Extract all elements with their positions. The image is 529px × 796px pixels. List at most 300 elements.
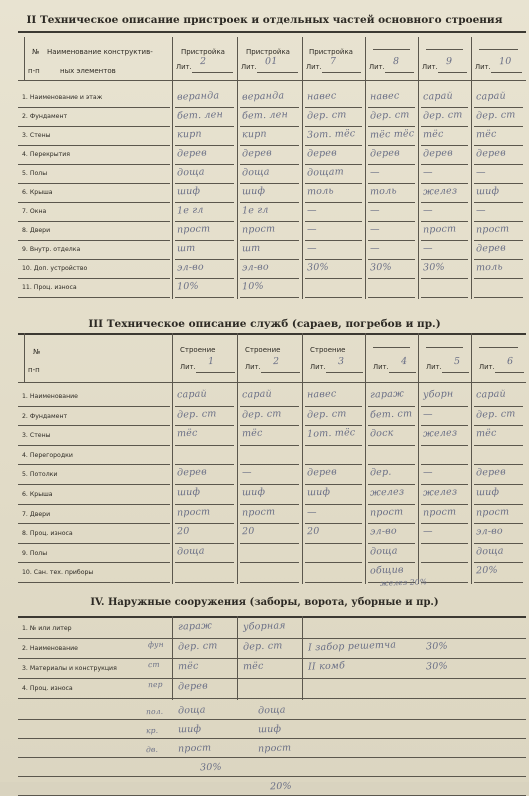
cell-value: дер. ст — [369, 109, 410, 122]
cell-line — [305, 425, 362, 426]
lit-value: 01 — [264, 55, 278, 68]
cell-line — [175, 145, 234, 146]
cell-line — [421, 464, 468, 465]
cell-line — [368, 183, 415, 184]
col-no: № — [32, 48, 40, 56]
cell-line — [175, 445, 234, 446]
lit-value: 6 — [506, 355, 514, 368]
lit-label: Лит. — [426, 363, 442, 371]
cell-value: — — [306, 506, 317, 518]
row-label: 10. Сан. тех. приборы — [22, 569, 94, 577]
cell-line — [305, 259, 362, 260]
row-label: 7. Окна — [22, 208, 47, 215]
cell-value: прост — [241, 506, 276, 519]
cell-value: сарай — [475, 388, 507, 401]
cell-line — [240, 484, 299, 485]
note-line — [18, 738, 526, 739]
cell-value: желез — [422, 185, 458, 198]
cell-value: 10% — [241, 280, 264, 293]
cell-line — [368, 259, 415, 260]
cell-line — [240, 464, 299, 465]
cell-line — [175, 107, 234, 108]
row-line — [18, 145, 170, 146]
cell-line — [175, 183, 234, 184]
cell-value: — — [422, 166, 433, 179]
cell-value: дер. ст — [176, 407, 217, 421]
cell-value: дер. ст — [306, 109, 347, 122]
cell-value: дерев — [475, 466, 507, 479]
divider — [18, 31, 526, 33]
row-line — [18, 259, 170, 260]
cell-value: 30% — [425, 640, 448, 653]
cell-line — [368, 278, 415, 279]
cell-value: навес — [369, 90, 400, 103]
lit-value: 2 — [199, 55, 207, 68]
col-name-1: Наименование конструктив- — [47, 48, 153, 56]
cell-line — [305, 406, 362, 407]
cell-value: бет. лен — [176, 109, 224, 122]
grid-line — [471, 333, 472, 584]
cell-line — [368, 464, 415, 465]
grid-line — [237, 333, 238, 584]
row-label: 2. Фундамент — [22, 113, 68, 120]
row-line — [18, 638, 526, 639]
cell-line — [474, 523, 523, 524]
cell-value: — — [241, 467, 252, 479]
cell-value: гараж — [369, 388, 405, 401]
cell-line — [305, 464, 362, 465]
note-a: прост — [177, 742, 212, 755]
s3-col-head: Строение — [310, 346, 346, 354]
cell-line — [240, 126, 299, 127]
lit-underline — [192, 72, 233, 73]
cell-value: II комб — [307, 660, 346, 673]
cell-line — [368, 126, 415, 127]
divider — [18, 333, 526, 335]
cell-line — [175, 582, 234, 583]
cell-line — [368, 202, 415, 203]
cell-line — [474, 297, 523, 298]
cell-line — [421, 406, 468, 407]
cell-line — [305, 523, 362, 524]
row-line — [18, 504, 170, 505]
cell-line — [474, 164, 523, 165]
cell-line — [421, 259, 468, 260]
note-line — [18, 757, 526, 758]
cell-value: дер. ст — [475, 109, 516, 122]
cell-value: 30% — [369, 261, 392, 274]
cell-value: доща — [176, 166, 205, 179]
cell-value: дощат — [306, 166, 345, 179]
lit-value: 4 — [400, 355, 408, 368]
cell-line — [305, 126, 362, 127]
cell-value: 30% — [422, 261, 445, 274]
cell-value: доща — [176, 545, 205, 558]
section3-title: III Техническое описание служб (сараев, погребов и пр.) — [88, 318, 441, 330]
grid-line — [172, 333, 173, 584]
grid-line — [365, 333, 366, 584]
cell-line — [421, 562, 468, 563]
cell-line — [474, 425, 523, 426]
cell-value: дер. ст — [242, 640, 283, 653]
cell-line — [305, 445, 362, 446]
cell-line — [175, 164, 234, 165]
cell-value: — — [306, 242, 317, 255]
cell-value: доща — [369, 545, 398, 558]
cell-value: дерев — [177, 680, 209, 693]
lit-label: Лит. — [479, 363, 495, 371]
cell-line — [421, 164, 468, 165]
cell-line — [474, 484, 523, 485]
lit-label: Лит. — [180, 363, 196, 371]
cell-value: эл-во — [369, 525, 398, 538]
cell-value: навес — [306, 90, 337, 103]
note-a: шиф — [177, 723, 202, 736]
cell-line — [305, 202, 362, 203]
cell-line — [305, 221, 362, 222]
lit-underline — [196, 372, 235, 373]
section2-title: II Техническое описание пристроек и отдельных частей основного строения — [26, 14, 503, 26]
s3-col-pp: п-п — [28, 366, 40, 374]
cell-value: уборная — [242, 620, 286, 633]
cell-value: тёс — [176, 427, 198, 440]
row-line — [18, 278, 170, 279]
cell-value: прост — [369, 506, 404, 519]
cell-value: сарай — [176, 388, 208, 401]
cell-line — [305, 562, 362, 563]
grid-line — [365, 37, 366, 299]
row-label: 3. Материалы и конструкция — [22, 665, 117, 672]
lit-label: Лит. — [176, 63, 192, 71]
cell-value: 20 — [306, 525, 320, 538]
cell-line — [421, 297, 468, 298]
cell-value: толь — [475, 261, 503, 274]
row-label: 1. Наименование и этаж — [22, 94, 103, 101]
cell-value: шиф — [241, 486, 266, 499]
cell-line — [240, 278, 299, 279]
row-line — [18, 221, 170, 222]
cell-value: веранда — [176, 90, 220, 103]
cell-value: 30% — [425, 660, 448, 673]
cell-line — [421, 145, 468, 146]
cell-value: тёс — [177, 660, 199, 673]
cell-value: — — [369, 204, 380, 217]
cell-line — [421, 523, 468, 524]
row-line — [18, 464, 170, 465]
grid-line — [237, 37, 238, 299]
cell-value: прост — [422, 223, 457, 236]
note-b: шиф — [257, 723, 282, 736]
cell-line — [421, 278, 468, 279]
cell-line — [368, 562, 415, 563]
cell-line — [368, 406, 415, 407]
cell-value: дер. ст — [422, 109, 463, 122]
cell-line — [368, 504, 415, 505]
row-label: 5. Потолки — [22, 471, 58, 479]
cell-line — [240, 425, 299, 426]
cell-value: 20% — [475, 565, 498, 577]
note-b: 20% — [269, 780, 292, 793]
grid-line — [172, 37, 173, 299]
note-b: доща — [257, 704, 286, 717]
lit-label: Лит. — [245, 363, 261, 371]
cell-line — [474, 445, 523, 446]
cell-line — [421, 202, 468, 203]
cell-line — [175, 523, 234, 524]
row-label: 9. Полы — [22, 549, 48, 557]
cell-line — [368, 107, 415, 108]
row-label: 4. Проц. износа — [22, 685, 73, 692]
cell-value: шт — [176, 242, 196, 255]
cell-line — [175, 297, 234, 298]
cell-value: — — [422, 204, 433, 217]
cell-line — [368, 297, 415, 298]
cell-value: эл-во — [241, 261, 270, 274]
cell-value: 30% — [306, 261, 329, 274]
cell-line — [305, 183, 362, 184]
cell-value: шиф — [241, 185, 266, 198]
cell-value: сарай — [241, 388, 273, 401]
cell-value: доща — [475, 545, 504, 558]
lit-label: Лит. — [310, 363, 326, 371]
cell-line — [474, 107, 523, 108]
row-label: 3. Стены — [22, 132, 51, 139]
row-line — [18, 406, 170, 407]
cell-line — [474, 126, 523, 127]
lit-value: 10 — [498, 55, 512, 68]
row-label: 9. Внутр. отделка — [22, 246, 81, 253]
cell-value: дер. ст — [177, 640, 218, 653]
grid-line — [172, 616, 173, 700]
note-left: пол. — [145, 706, 164, 717]
row-label: 3. Стены — [22, 432, 51, 440]
lit-underline — [438, 72, 467, 73]
lit-underline — [257, 72, 298, 73]
cell-value: дерев — [306, 466, 338, 479]
cell-value: сарай — [475, 90, 507, 103]
row-line — [18, 523, 170, 524]
cell-line — [175, 240, 234, 241]
row-label: 6. Крыша — [22, 189, 53, 196]
row-line — [18, 202, 170, 203]
cell-line — [175, 484, 234, 485]
cell-line — [175, 221, 234, 222]
cell-value: 20 — [176, 525, 190, 538]
row-line — [18, 425, 170, 426]
grid-line — [302, 616, 303, 700]
cell-line — [421, 126, 468, 127]
lit-value: 9 — [445, 55, 453, 68]
lit-underline — [385, 72, 414, 73]
cell-value: уборн — [422, 388, 454, 401]
row-line — [18, 126, 170, 127]
cell-value: дерев — [306, 147, 338, 160]
cell-note: желез 20% — [379, 577, 428, 588]
cell-line — [175, 278, 234, 279]
cell-line — [474, 543, 523, 544]
cell-value: дерев — [369, 147, 401, 160]
cell-line — [421, 107, 468, 108]
row-label: 1. Наименование — [22, 393, 78, 400]
cell-line — [474, 240, 523, 241]
cell-line — [474, 221, 523, 222]
cell-line — [175, 504, 234, 505]
lit-label: Лит. — [422, 63, 438, 71]
cell-line — [474, 504, 523, 505]
cell-value: доща — [241, 166, 270, 179]
cell-line — [474, 278, 523, 279]
row-line — [18, 164, 170, 165]
grid-line — [302, 37, 303, 299]
row-label: 11. Проц. износа — [22, 284, 77, 291]
cell-value: бет. лен — [241, 109, 289, 122]
cell-value: 3от. тёс — [306, 128, 356, 141]
cell-line — [175, 202, 234, 203]
cell-value: шиф — [176, 486, 201, 499]
cell-value: веранда — [241, 90, 285, 103]
cell-line — [305, 297, 362, 298]
grid-line — [418, 333, 419, 584]
cell-line — [474, 145, 523, 146]
cell-line — [474, 582, 523, 583]
cell-line — [305, 278, 362, 279]
cell-value: тёс тёс — [369, 128, 415, 141]
cell-line — [421, 543, 468, 544]
s3-col-head: Строение — [180, 346, 216, 354]
cell-value: прост — [176, 506, 211, 519]
cell-line — [240, 445, 299, 446]
cell-value: тёс — [242, 660, 264, 673]
margin-mark: фун — [147, 639, 164, 650]
cell-value: прост — [422, 506, 457, 519]
cell-line — [305, 240, 362, 241]
cell-line — [421, 504, 468, 505]
cell-line — [240, 164, 299, 165]
row-line — [18, 484, 170, 485]
cell-value: кирп — [241, 128, 267, 141]
cell-line — [240, 221, 299, 222]
cell-value: — — [369, 223, 380, 236]
note-b: прост — [257, 742, 292, 755]
row-label: 2. Наименование — [22, 645, 78, 652]
grid-line — [24, 333, 25, 382]
cell-value: шиф — [306, 486, 331, 499]
row-label: 2. Фундамент — [22, 412, 68, 420]
note-a: 30% — [199, 761, 222, 774]
grid-line — [418, 37, 419, 299]
cell-line — [368, 145, 415, 146]
cell-value: доск — [369, 427, 394, 440]
row-line — [18, 297, 170, 298]
col-name-2: ных элементов — [60, 67, 116, 75]
cell-value: сарай — [422, 90, 454, 103]
cell-line — [305, 543, 362, 544]
cell-line — [421, 582, 468, 583]
cell-line — [305, 484, 362, 485]
cell-value: — — [422, 526, 433, 538]
cell-value: — — [369, 166, 380, 179]
cell-value: эл-во — [475, 525, 504, 538]
cell-value: дер. ст — [306, 407, 347, 421]
row-label: 8. Проц. износа — [22, 530, 73, 538]
cell-line — [368, 523, 415, 524]
cell-line — [474, 259, 523, 260]
cell-line — [421, 221, 468, 222]
cell-line — [368, 221, 415, 222]
cell-line — [240, 202, 299, 203]
cell-value: общив — [369, 564, 404, 577]
cell-value: навес — [306, 388, 337, 401]
cell-line — [240, 543, 299, 544]
lit-label: Лит. — [306, 63, 322, 71]
lit-label: Лит. — [373, 363, 389, 371]
note-line — [18, 776, 526, 777]
cell-line — [240, 297, 299, 298]
lit-label: Лит. — [475, 63, 491, 71]
grid-line — [302, 333, 303, 584]
cell-value: бет. ст — [369, 407, 413, 421]
cell-value: дерев — [475, 242, 507, 255]
head-blank — [373, 347, 410, 348]
row-label: 5. Полы — [22, 170, 48, 177]
cell-value: 1е гл — [241, 204, 269, 217]
cell-line — [421, 183, 468, 184]
note-a: доща — [177, 704, 206, 717]
row-label: 7. Двери — [22, 510, 51, 518]
cell-line — [421, 240, 468, 241]
row-line — [18, 678, 526, 679]
grid-line — [18, 382, 526, 383]
row-label: 10. Доп. устройство — [22, 265, 88, 272]
divider — [18, 616, 526, 618]
row-line — [18, 562, 170, 563]
cell-value: — — [422, 467, 433, 479]
cell-line — [305, 164, 362, 165]
row-line — [18, 107, 170, 108]
lit-value: 8 — [392, 55, 400, 68]
cell-line — [421, 425, 468, 426]
cell-value: желез — [369, 486, 405, 499]
row-label: 4. Перекрытия — [22, 151, 70, 158]
note-left: дв. — [145, 744, 159, 755]
cell-line — [474, 562, 523, 563]
lit-underline — [495, 372, 524, 373]
cell-value: прост — [475, 223, 510, 236]
cell-value: — — [369, 242, 380, 255]
cell-value: толь — [369, 185, 397, 198]
cell-value: дерев — [422, 147, 454, 160]
head-blank — [426, 49, 463, 50]
col-pp: п-п — [28, 67, 40, 75]
head-blank — [426, 347, 463, 348]
note-left: кр. — [145, 725, 159, 736]
lit-value: 2 — [272, 355, 280, 368]
cell-line — [240, 406, 299, 407]
cell-value: шиф — [176, 185, 201, 198]
cell-value: 1е гл — [176, 204, 204, 217]
cell-value: шиф — [475, 185, 500, 198]
cell-value: гараж — [177, 620, 213, 633]
row-line — [18, 240, 170, 241]
cell-value: 20 — [241, 525, 255, 538]
cell-line — [175, 406, 234, 407]
cell-value: — — [475, 166, 486, 179]
grid-line — [471, 37, 472, 299]
head-blank — [479, 347, 518, 348]
cell-line — [368, 484, 415, 485]
cell-line — [368, 425, 415, 426]
cell-line — [240, 582, 299, 583]
